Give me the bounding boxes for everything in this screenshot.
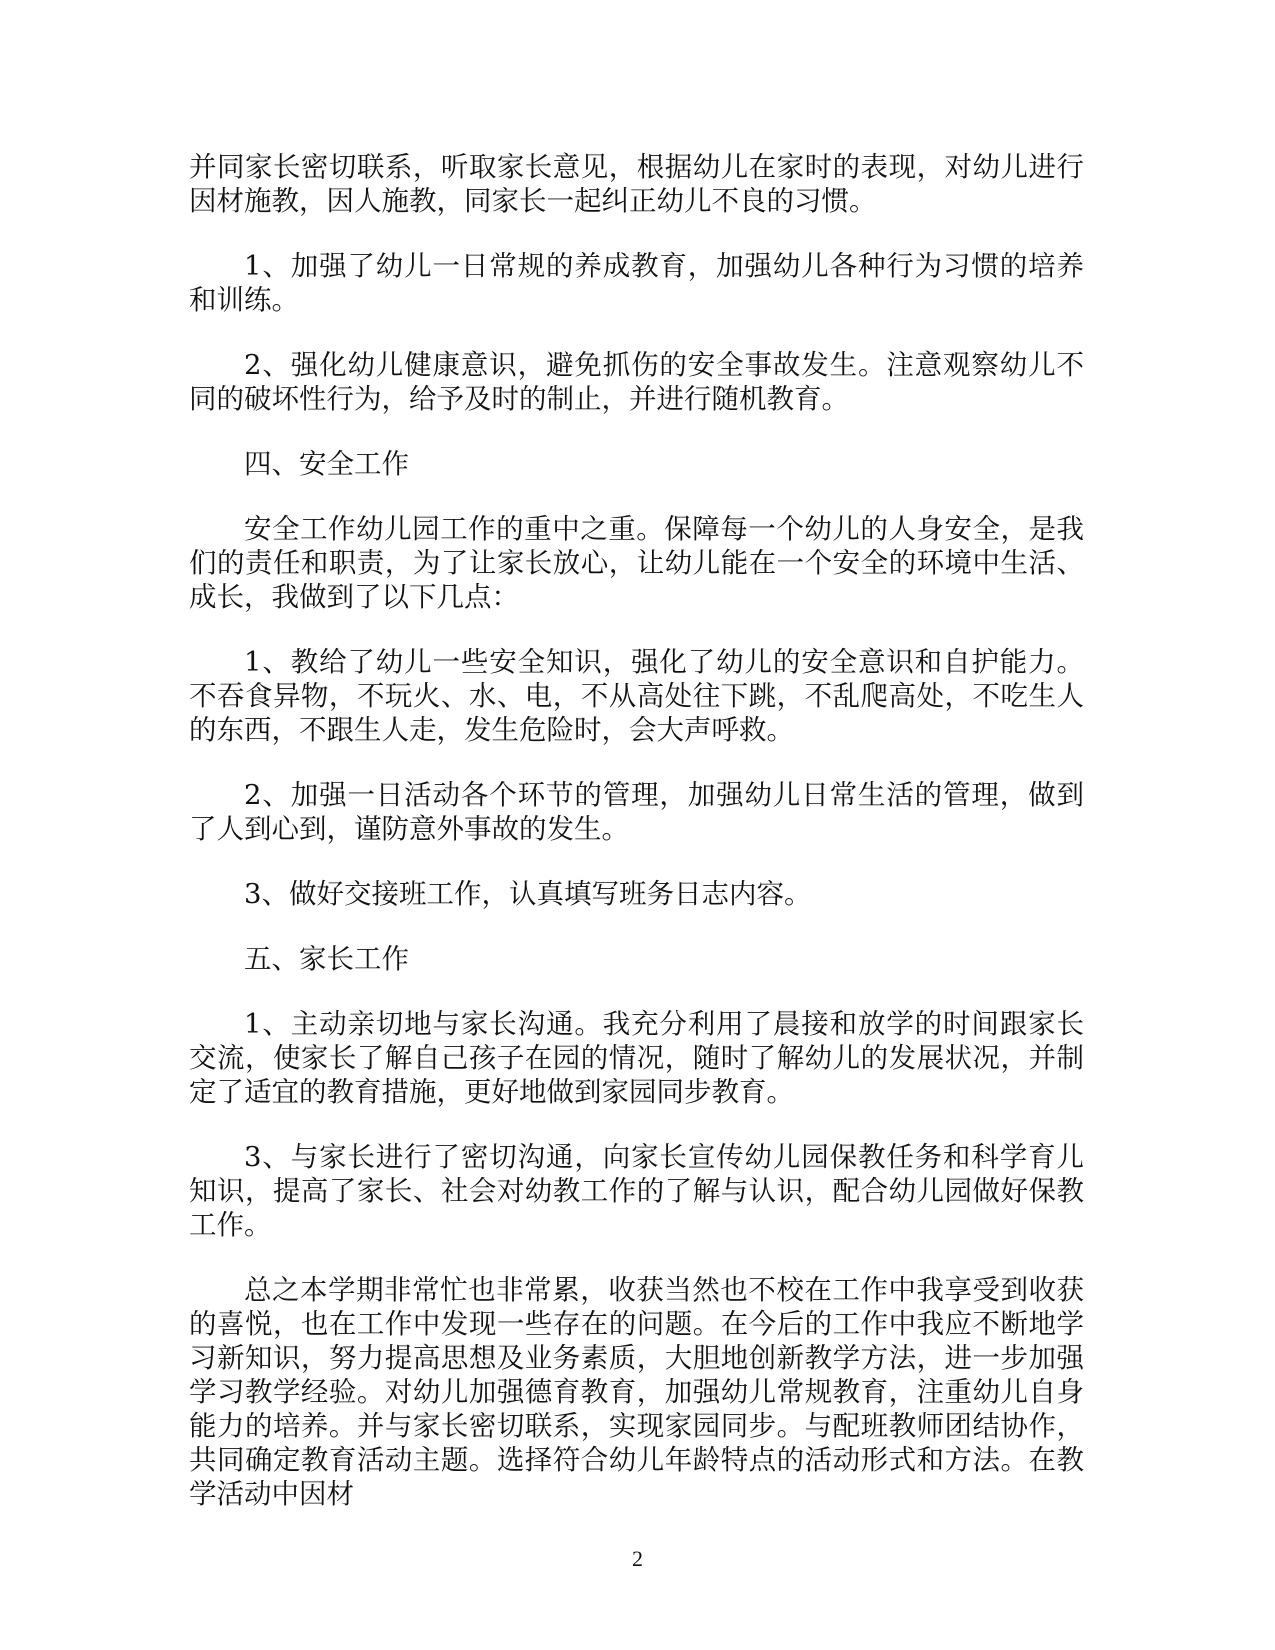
paragraph-item-communication: 1、主动亲切地与家长沟通。我充分利用了晨接和放学的时间跟家长交流，使家长了解自己孩子在园的情况，随时了解幼儿的发展状况，并制定了适宜的教育措施，更好地做到家园同步教育。 — [189, 1008, 1084, 1108]
document-body — [189, 150, 1084, 1542]
section-heading-safety: 四、安全工作 — [244, 448, 409, 480]
paragraph-item-health: 2、强化幼儿健康意识，避免抓伤的安全事故发生。注意观察幼儿不同的破坏性行为，给予及时的制止，并进行随机教育。 — [189, 349, 1084, 415]
paragraph-item-publicity: 3、与家长进行了密切沟通，向家长宣传幼儿园保教任务和科学育儿知识，提高了家长、社会对幼教工作的了解与认识，配合幼儿园做好保教工作。 — [189, 1141, 1084, 1241]
paragraph-item-safety-knowledge: 1、教给了幼儿一些安全知识，强化了幼儿的安全意识和自护能力。不吞食异物，不玩火、水、电，不从高处往下跳，不乱爬高处，不吃生人的东西，不跟生人走，发生危险时，会大声呼救。 — [189, 646, 1084, 746]
paragraph-item-routine: 1、加强了幼儿一日常规的养成教育，加强幼儿各种行为习惯的培养和训练。 — [189, 250, 1084, 316]
paragraph-summary: 总之本学期非常忙也非常累，收获当然也不校在工作中我享受到收获的喜悦，也在工作中发现一些存在的问题。在今后的工作中我应不断地学习新知识，努力提高思想及业务素质，大胆地创新教学方法，进一步加强学习教学经验。对幼儿加强德育教育，加强幼儿常规教育，注重幼儿自身能力的培养。并与家长密切联系，实现家园同步。与配班教师团结协作，共同确定教育活动主题。选择符合幼儿年龄特点的活动形式和方法。在教学活动中因材 — [189, 1274, 1084, 1510]
paragraph-continuation: 并同家长密切联系，听取家长意见，根据幼儿在家时的表现，对幼儿进行因材施教，因人施教，同家长一起纠正幼儿不良的习惯。 — [189, 151, 1084, 217]
section-heading-parents: 五、家长工作 — [244, 943, 409, 975]
paragraph-item-daily-management: 2、加强一日活动各个环节的管理，加强幼儿日常生活的管理，做到了人到心到，谨防意外事故的发生。 — [189, 779, 1084, 845]
paragraph-item-handover: 3、做好交接班工作，认真填写班务日志内容。 — [244, 878, 812, 910]
paragraph-safety-intro: 安全工作幼儿园工作的重中之重。保障每一个幼儿的人身安全，是我们的责任和职责，为了让家长放心，让幼儿能在一个安全的环境中生活、成长，我做到了以下几点： — [189, 513, 1084, 613]
page-number: 2 — [632, 1546, 643, 1571]
